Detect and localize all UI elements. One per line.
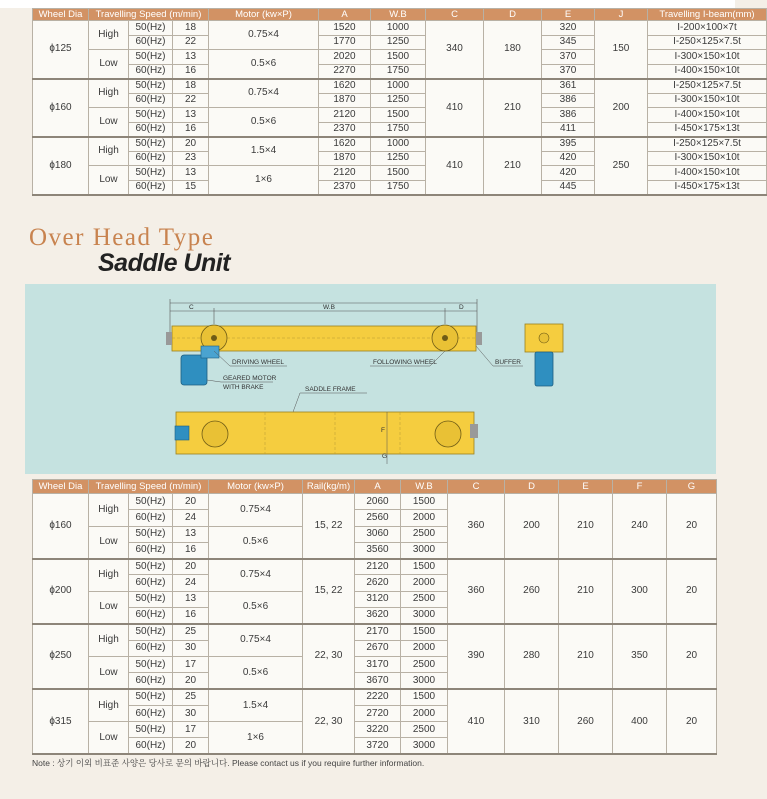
wb-cell: 2500	[401, 722, 448, 738]
buffer-top-view	[470, 424, 478, 438]
speed-cell: 22	[173, 93, 209, 108]
a-cell: 2120	[355, 559, 401, 575]
col-header: Rail(kg/m)	[303, 480, 355, 494]
label-driving-wheel: DRIVING WHEEL	[232, 359, 285, 366]
speed-cell: 30	[173, 705, 209, 721]
a-cell: 2620	[355, 575, 401, 591]
table-row	[33, 108, 767, 123]
wb-cell: 1250	[371, 35, 426, 50]
speed-cell: 13	[173, 526, 209, 542]
e-cell: 260	[559, 689, 613, 754]
wb-cell: 1500	[401, 624, 448, 640]
wheel-dia-cell: ɸ180	[33, 137, 89, 195]
frequency-cell: 60(Hz)	[129, 640, 173, 656]
col-header: D	[484, 9, 542, 21]
col-header: A	[355, 480, 401, 494]
saddle-spec-table	[32, 479, 717, 755]
motor-cell: 1.5×4	[209, 137, 319, 166]
frequency-cell: 50(Hz)	[129, 108, 173, 123]
buffer-right	[476, 332, 482, 345]
a-cell: 1620	[319, 79, 371, 94]
wb-cell: 1500	[401, 689, 448, 705]
beam-cell: I-250×125×7.5t	[648, 35, 767, 50]
frequency-cell: 50(Hz)	[129, 656, 173, 672]
a-cell: 2060	[355, 494, 401, 510]
col-header: J	[595, 9, 648, 21]
a-cell: 2670	[355, 640, 401, 656]
frequency-cell: 60(Hz)	[129, 510, 173, 526]
e-cell: 210	[559, 559, 613, 624]
wheel-dia-cell: ɸ250	[33, 624, 89, 689]
e-cell: 370	[542, 50, 595, 65]
frequency-cell: 60(Hz)	[129, 64, 173, 79]
speed-mode-cell: Low	[89, 108, 129, 137]
col-header: Travelling Speed (m/min)	[89, 9, 209, 21]
col-header: E	[542, 9, 595, 21]
motor-cell: 1×6	[209, 722, 303, 755]
motor-cell: 0.5×6	[209, 526, 303, 559]
d-cell: 210	[484, 79, 542, 137]
d-cell: 200	[505, 494, 559, 559]
frequency-cell: 50(Hz)	[129, 591, 173, 607]
speed-cell: 13	[173, 591, 209, 607]
motor-cell: 0.5×6	[209, 108, 319, 137]
wb-cell: 1000	[371, 137, 426, 152]
frequency-cell: 50(Hz)	[129, 624, 173, 640]
following-wheel-hub	[442, 335, 448, 341]
wheel-dia-cell: ɸ200	[33, 559, 89, 624]
e-cell: 386	[542, 93, 595, 108]
motor-cell: 0.5×6	[209, 656, 303, 689]
frequency-cell: 60(Hz)	[129, 575, 173, 591]
c-cell: 410	[426, 79, 484, 137]
f-cell: 400	[613, 689, 667, 754]
beam-cell: I-200×100×7t	[648, 21, 767, 36]
wheel-dia-cell: ɸ160	[33, 79, 89, 137]
speed-mode-cell: Low	[89, 656, 129, 689]
wheel-dia-cell: ɸ315	[33, 689, 89, 754]
motor-cell: 0.5×6	[209, 591, 303, 624]
label-buffer: BUFFER	[495, 359, 521, 366]
frequency-cell: 60(Hz)	[129, 542, 173, 558]
speed-cell: 25	[173, 624, 209, 640]
frequency-cell: 60(Hz)	[129, 673, 173, 689]
wb-cell: 3000	[401, 673, 448, 689]
a-cell: 3170	[355, 656, 401, 672]
speed-mode-cell: Low	[89, 50, 129, 79]
d-cell: 280	[505, 624, 559, 689]
c-cell: 360	[448, 494, 505, 559]
a-cell: 3220	[355, 722, 401, 738]
wb-cell: 2500	[401, 526, 448, 542]
speed-mode-cell: Low	[89, 591, 129, 624]
wheel-dia-cell: ɸ125	[33, 21, 89, 79]
speed-mode-cell: High	[89, 21, 129, 50]
col-header: C	[448, 480, 505, 494]
table-row	[33, 180, 767, 195]
wb-cell: 3000	[401, 608, 448, 624]
table-row	[33, 559, 717, 575]
saddle-unit-drawing	[25, 284, 716, 474]
frequency-cell: 50(Hz)	[129, 494, 173, 510]
col-header: F	[613, 480, 667, 494]
table-row	[33, 35, 767, 50]
motor-top-icon	[175, 426, 189, 440]
speed-cell: 24	[173, 575, 209, 591]
speed-cell: 13	[173, 166, 209, 181]
trolley-spec-body	[33, 21, 767, 195]
end-view-motor-icon	[535, 352, 553, 386]
a-cell: 1870	[319, 151, 371, 166]
beam-cell: I-400×150×10t	[648, 108, 767, 123]
g-cell: 20	[667, 559, 717, 624]
j-cell: 250	[595, 137, 648, 195]
driving-wheel-hub	[211, 335, 217, 341]
e-cell: 395	[542, 137, 595, 152]
speed-cell: 16	[173, 542, 209, 558]
table-row	[33, 151, 767, 166]
wb-cell: 1750	[371, 64, 426, 79]
speed-cell: 20	[173, 673, 209, 689]
a-cell: 3620	[355, 608, 401, 624]
col-header: D	[505, 480, 559, 494]
geared-motor-icon	[181, 355, 207, 385]
table-row	[33, 93, 767, 108]
a-cell: 2220	[355, 689, 401, 705]
c-cell: 410	[448, 689, 505, 754]
dim-label-d: D	[459, 304, 464, 311]
e-cell: 320	[542, 21, 595, 36]
wb-cell: 3000	[401, 542, 448, 558]
beam-cell: I-250×125×7.5t	[648, 79, 767, 94]
col-header: Travelling Speed (m/min)	[89, 480, 209, 494]
frequency-cell: 50(Hz)	[129, 559, 173, 575]
g-cell: 20	[667, 689, 717, 754]
col-header: C	[426, 9, 484, 21]
speed-cell: 16	[173, 122, 209, 137]
wb-cell: 1250	[371, 93, 426, 108]
a-cell: 3670	[355, 673, 401, 689]
a-cell: 1770	[319, 35, 371, 50]
col-header: E	[559, 480, 613, 494]
speed-cell: 13	[173, 50, 209, 65]
section-subtitle: Saddle Unit	[98, 249, 231, 277]
speed-cell: 13	[173, 108, 209, 123]
speed-cell: 22	[173, 35, 209, 50]
speed-cell: 17	[173, 656, 209, 672]
a-cell: 2560	[355, 510, 401, 526]
j-cell: 200	[595, 79, 648, 137]
speed-cell: 20	[173, 559, 209, 575]
table-header-row	[33, 480, 717, 494]
motor-cell: 0.75×4	[209, 494, 303, 527]
speed-mode-cell: High	[89, 689, 129, 722]
end-view-wheel-icon	[539, 333, 549, 343]
frequency-cell: 60(Hz)	[129, 151, 173, 166]
frequency-cell: 60(Hz)	[129, 122, 173, 137]
c-cell: 340	[426, 21, 484, 79]
a-cell: 2020	[319, 50, 371, 65]
section-title: Over Head Type	[29, 224, 215, 251]
c-cell: 390	[448, 624, 505, 689]
e-cell: 420	[542, 151, 595, 166]
col-header: Wheel Dia	[33, 480, 89, 494]
e-cell: 361	[542, 79, 595, 94]
speed-cell: 20	[173, 738, 209, 754]
a-cell: 1870	[319, 93, 371, 108]
e-cell: 370	[542, 64, 595, 79]
wb-cell: 1250	[371, 151, 426, 166]
beam-cell: I-250×125×7.5t	[648, 137, 767, 152]
label-geared-motor: GEARED MOTOR	[223, 375, 277, 382]
wheel-dia-cell: ɸ160	[33, 494, 89, 559]
motor-cell: 1.5×4	[209, 689, 303, 722]
frequency-cell: 50(Hz)	[129, 79, 173, 94]
a-cell: 3120	[355, 591, 401, 607]
speed-cell: 18	[173, 79, 209, 94]
motor-cell: 0.5×6	[209, 50, 319, 79]
saddle-unit-diagram	[25, 284, 716, 474]
speed-cell: 16	[173, 608, 209, 624]
top-band	[0, 0, 735, 8]
a-cell: 3720	[355, 738, 401, 754]
label-saddle-frame: SADDLE FRAME	[305, 386, 356, 393]
c-cell: 410	[426, 137, 484, 195]
j-cell: 150	[595, 21, 648, 79]
saddle-spec-body	[33, 494, 717, 755]
col-header: Motor (kw×P)	[209, 480, 303, 494]
beam-cell: I-300×150×10t	[648, 50, 767, 65]
wb-cell: 1750	[371, 122, 426, 137]
speed-mode-cell: Low	[89, 166, 129, 195]
e-cell: 420	[542, 166, 595, 181]
a-cell: 1620	[319, 137, 371, 152]
frequency-cell: 50(Hz)	[129, 166, 173, 181]
speed-cell: 18	[173, 21, 209, 36]
table-row	[33, 137, 767, 152]
a-cell: 2720	[355, 705, 401, 721]
col-header: A	[319, 9, 371, 21]
speed-mode-cell: High	[89, 559, 129, 592]
e-cell: 411	[542, 122, 595, 137]
wb-cell: 1000	[371, 79, 426, 94]
label-following-wheel: FOLLOWING WHEEL	[373, 359, 437, 366]
d-cell: 180	[484, 21, 542, 79]
speed-mode-cell: High	[89, 137, 129, 166]
footnote: Note : 상기 이외 비표준 사양은 당사로 문의 바랍니다. Please contact us if you require further information.	[32, 758, 425, 768]
a-cell: 2120	[319, 166, 371, 181]
frequency-cell: 50(Hz)	[129, 137, 173, 152]
frequency-cell: 60(Hz)	[129, 738, 173, 754]
table-row	[33, 79, 767, 94]
a-cell: 2370	[319, 180, 371, 195]
table-row	[33, 624, 717, 640]
speed-cell: 17	[173, 722, 209, 738]
frequency-cell: 60(Hz)	[129, 35, 173, 50]
d-cell: 210	[484, 137, 542, 195]
col-header: Travelling I-beam(mm)	[648, 9, 767, 21]
speed-mode-cell: High	[89, 494, 129, 527]
frequency-cell: 50(Hz)	[129, 722, 173, 738]
wb-cell: 1500	[371, 166, 426, 181]
frequency-cell: 60(Hz)	[129, 93, 173, 108]
speed-cell: 24	[173, 510, 209, 526]
frequency-cell: 50(Hz)	[129, 50, 173, 65]
speed-mode-cell: High	[89, 624, 129, 657]
a-cell: 2170	[355, 624, 401, 640]
wb-cell: 1500	[401, 494, 448, 510]
motor-cell: 0.75×4	[209, 79, 319, 108]
c-cell: 360	[448, 559, 505, 624]
beam-cell: I-300×150×10t	[648, 93, 767, 108]
speed-cell: 20	[173, 137, 209, 152]
speed-cell: 16	[173, 64, 209, 79]
table-row	[33, 64, 767, 79]
e-cell: 445	[542, 180, 595, 195]
wb-cell: 1000	[371, 21, 426, 36]
rail-cell: 15, 22	[303, 559, 355, 624]
frequency-cell: 50(Hz)	[129, 21, 173, 36]
e-cell: 386	[542, 108, 595, 123]
wb-cell: 2000	[401, 510, 448, 526]
a-cell: 1520	[319, 21, 371, 36]
frequency-cell: 60(Hz)	[129, 705, 173, 721]
wb-cell: 3000	[401, 738, 448, 754]
beam-cell: I-300×150×10t	[648, 151, 767, 166]
buffer-left	[166, 332, 172, 345]
speed-cell: 20	[173, 494, 209, 510]
a-cell: 3060	[355, 526, 401, 542]
wb-cell: 2500	[401, 656, 448, 672]
speed-mode-cell: Low	[89, 526, 129, 559]
wb-cell: 1750	[371, 180, 426, 195]
table-row	[33, 689, 717, 705]
d-cell: 310	[505, 689, 559, 754]
table-row	[33, 122, 767, 137]
beam-cell: I-400×150×10t	[648, 166, 767, 181]
table-header-row	[33, 9, 767, 21]
wb-cell: 2000	[401, 575, 448, 591]
gearbox-icon	[201, 346, 219, 358]
a-cell: 2270	[319, 64, 371, 79]
wb-cell: 2000	[401, 640, 448, 656]
beam-cell: I-450×175×13t	[648, 180, 767, 195]
frequency-cell: 60(Hz)	[129, 608, 173, 624]
trolley-spec-table	[32, 8, 767, 196]
f-cell: 240	[613, 494, 667, 559]
speed-cell: 15	[173, 180, 209, 195]
beam-cell: I-450×175×13t	[648, 122, 767, 137]
d-cell: 260	[505, 559, 559, 624]
col-header: Motor (kw×P)	[209, 9, 319, 21]
table-row	[33, 50, 767, 65]
g-cell: 20	[667, 494, 717, 559]
frequency-cell: 60(Hz)	[129, 180, 173, 195]
motor-cell: 0.75×4	[209, 559, 303, 592]
motor-cell: 0.75×4	[209, 624, 303, 657]
dim-label-g: G	[382, 453, 388, 460]
e-cell: 210	[559, 624, 613, 689]
g-cell: 20	[667, 624, 717, 689]
dim-label-c: C	[189, 304, 194, 311]
a-cell: 2120	[319, 108, 371, 123]
col-header: W.B	[371, 9, 426, 21]
f-cell: 350	[613, 624, 667, 689]
table-row	[33, 494, 717, 510]
rail-cell: 15, 22	[303, 494, 355, 559]
label-with-brake: WITH BRAKE	[223, 384, 264, 391]
wb-cell: 2000	[401, 705, 448, 721]
speed-cell: 30	[173, 640, 209, 656]
a-cell: 2370	[319, 122, 371, 137]
speed-cell: 23	[173, 151, 209, 166]
speed-mode-cell: Low	[89, 722, 129, 755]
rail-cell: 22, 30	[303, 689, 355, 754]
dim-label-f: F	[381, 427, 385, 434]
col-header: W.B	[401, 480, 448, 494]
motor-cell: 0.75×4	[209, 21, 319, 50]
col-header: Wheel Dia	[33, 9, 89, 21]
table-row	[33, 21, 767, 36]
wb-cell: 1500	[401, 559, 448, 575]
drive-wheel-top-icon	[202, 421, 228, 447]
dim-label-wb: W.B	[323, 304, 335, 311]
f-cell: 300	[613, 559, 667, 624]
wb-cell: 1500	[371, 108, 426, 123]
e-cell: 210	[559, 494, 613, 559]
e-cell: 345	[542, 35, 595, 50]
a-cell: 3560	[355, 542, 401, 558]
col-header: G	[667, 480, 717, 494]
speed-mode-cell: High	[89, 79, 129, 108]
wb-cell: 2500	[401, 591, 448, 607]
follow-wheel-top-icon	[435, 421, 461, 447]
frequency-cell: 50(Hz)	[129, 526, 173, 542]
rail-cell: 22, 30	[303, 624, 355, 689]
table-row	[33, 166, 767, 181]
beam-cell: I-400×150×10t	[648, 64, 767, 79]
wb-cell: 1500	[371, 50, 426, 65]
frequency-cell: 50(Hz)	[129, 689, 173, 705]
speed-cell: 25	[173, 689, 209, 705]
motor-cell: 1×6	[209, 166, 319, 195]
